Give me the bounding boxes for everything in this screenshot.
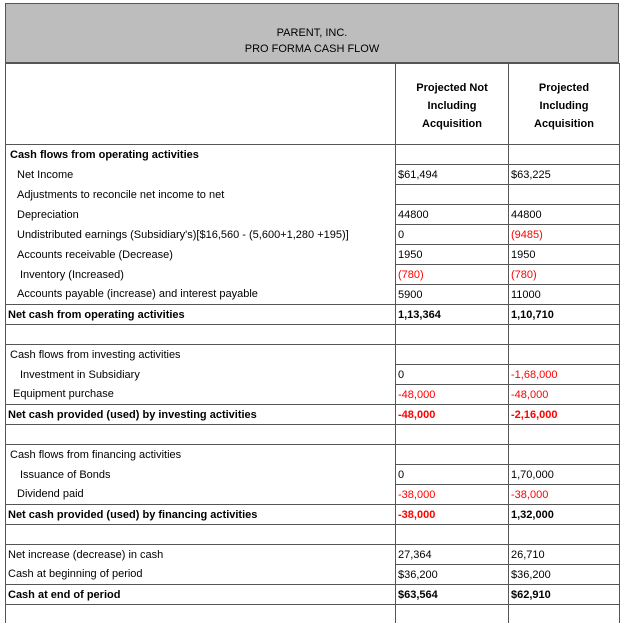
table-row: Accounts receivable (Decrease) 1950 1950 <box>6 245 620 265</box>
cash-flow-table <box>5 63 620 623</box>
column-header-including: Projected Including Acquisition <box>509 64 620 145</box>
total-row: Net cash from operating activities 1,13,364 1,10,710 <box>6 305 620 325</box>
table-row: Depreciation 44800 44800 <box>6 205 620 225</box>
table-row: Inventory (Increased) (780) (780) <box>6 265 620 285</box>
report-title: PRO FORMA CASH FLOW <box>244 43 380 55</box>
blank-row <box>6 325 620 345</box>
financing-heading: Cash flows from financing activities <box>6 445 396 465</box>
column-header-not-including: Projected Not Including Acquisition <box>396 64 509 145</box>
table-row: Cash at beginning of period $36,200 $36,200 <box>6 565 620 585</box>
report-header <box>5 3 619 63</box>
total-row: Net cash provided (used) by financing activities -38,000 1,32,000 <box>6 505 620 525</box>
table-row: Equipment purchase -48,000 -48,000 <box>6 385 620 405</box>
table-row: Dividend paid -38,000 -38,000 <box>6 485 620 505</box>
table-row: Net Income $61,494 $63,225 <box>6 165 620 185</box>
section-heading-row <box>6 345 620 365</box>
column-header-blank <box>6 64 396 145</box>
blank-row <box>6 605 620 623</box>
column-header-row <box>6 64 620 145</box>
section-heading-row <box>6 145 620 165</box>
blank-row <box>6 525 620 545</box>
table-row: Issuance of Bonds 0 1,70,000 <box>6 465 620 485</box>
investing-heading: Cash flows from investing activities <box>6 345 396 365</box>
section-heading-row <box>6 445 620 465</box>
operating-heading: Cash flows from operating activities <box>6 145 396 165</box>
blank-row <box>6 425 620 445</box>
table-row: Investment in Subsidiary 0 -1,68,000 <box>6 365 620 385</box>
total-row: Cash at end of period $63,564 $62,910 <box>6 585 620 605</box>
table-row: Undistributed earnings (Subsidiary's)[$16,560 - (5,600+1,280 +195)] 0 (9485) <box>6 225 620 245</box>
table-row: Accounts payable (increase) and interest payable 5900 11000 <box>6 285 620 305</box>
total-row: Net cash provided (used) by investing activities -48,000 -2,16,000 <box>6 405 620 425</box>
table-row: Net increase (decrease) in cash 27,364 26,710 <box>6 545 620 565</box>
table-row: Adjustments to reconcile net income to net <box>6 185 620 205</box>
cash-flow-sheet <box>5 3 619 623</box>
company-name: PARENT, INC. <box>276 27 348 39</box>
